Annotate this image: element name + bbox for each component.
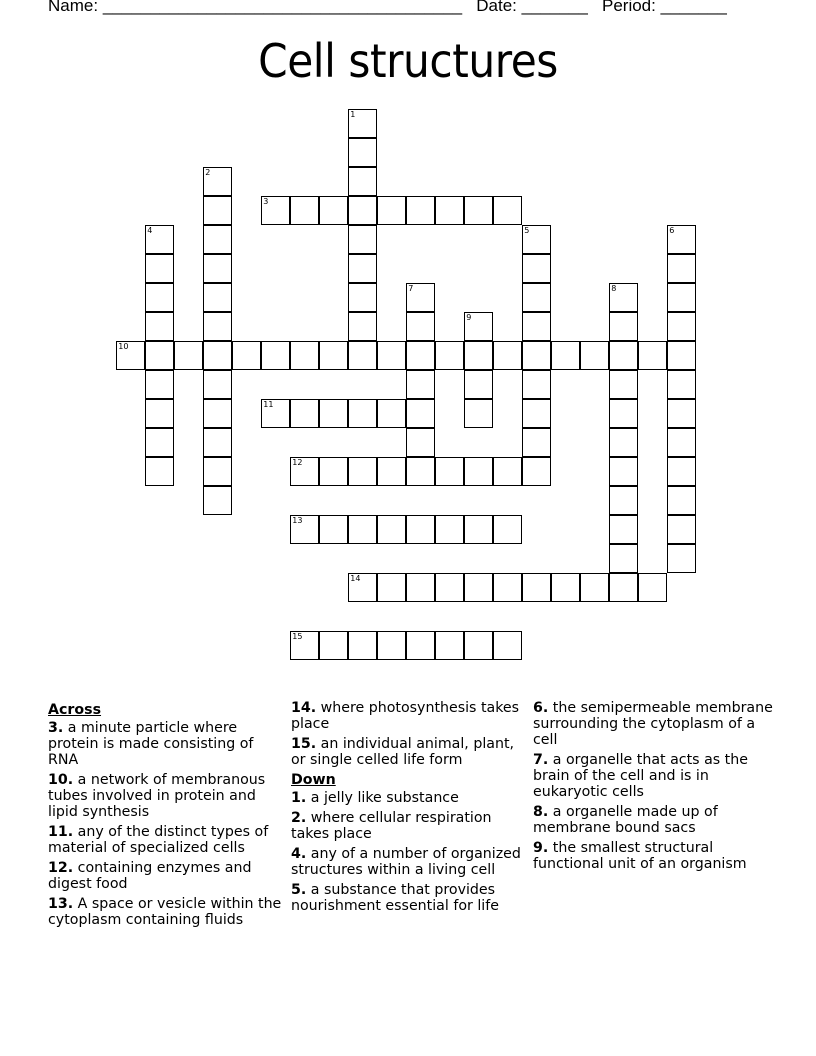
clue-number-label: 2 — [205, 168, 211, 178]
clue-across-13 — [48, 896, 284, 928]
clue-number-label: 4 — [147, 226, 153, 236]
crossword-cell[interactable] — [609, 486, 638, 515]
crossword-cell[interactable] — [435, 341, 464, 370]
crossword-cell[interactable] — [667, 312, 696, 341]
crossword-cell[interactable] — [406, 573, 435, 602]
crossword-cell[interactable] — [406, 457, 435, 486]
name-field[interactable]: ______________________________________ — [102, 0, 463, 15]
crossword-cell[interactable] — [319, 341, 348, 370]
crossword-cell[interactable] — [609, 428, 638, 457]
crossword-cell[interactable] — [261, 399, 290, 428]
crossword-cell[interactable] — [406, 312, 435, 341]
crossword-cell[interactable] — [377, 573, 406, 602]
clue-number: 11. — [48, 824, 74, 840]
crossword-cell[interactable] — [464, 196, 493, 225]
crossword-cell[interactable] — [232, 341, 261, 370]
crossword-cell[interactable] — [522, 370, 551, 399]
clue-text: an individual animal, plant, or single celled life form — [291, 736, 515, 768]
clue-number: 15. — [291, 736, 317, 752]
clue-text: the smallest structural functional unit of an organism — [533, 840, 747, 872]
crossword-cell[interactable] — [406, 283, 435, 312]
clue-number-label: 8 — [611, 284, 617, 294]
crossword-cell[interactable] — [522, 225, 551, 254]
crossword-cell[interactable] — [493, 573, 522, 602]
crossword-cell[interactable] — [261, 196, 290, 225]
clues-column-3 — [533, 700, 773, 876]
crossword-cell[interactable] — [522, 283, 551, 312]
crossword-cell[interactable] — [435, 631, 464, 660]
clue-across-10 — [48, 772, 284, 820]
crossword-cell[interactable] — [435, 515, 464, 544]
crossword-cell[interactable] — [667, 283, 696, 312]
down-heading: Down — [291, 772, 336, 788]
crossword-cell[interactable] — [638, 341, 667, 370]
crossword-cell[interactable] — [638, 573, 667, 602]
clue-number: 6. — [533, 700, 549, 716]
crossword-cell[interactable] — [551, 573, 580, 602]
clue-number: 9. — [533, 840, 549, 856]
crossword-cell[interactable] — [609, 573, 638, 602]
crossword-cell[interactable] — [609, 312, 638, 341]
clue-number-label: 14 — [350, 574, 361, 584]
date-field[interactable]: _______ — [521, 0, 588, 15]
crossword-cell[interactable] — [377, 631, 406, 660]
clue-number-label: 6 — [669, 226, 675, 236]
crossword-cell[interactable] — [203, 428, 232, 457]
crossword-cell[interactable] — [464, 573, 493, 602]
crossword-cell[interactable] — [522, 312, 551, 341]
crossword-cell[interactable] — [522, 399, 551, 428]
clue-down-8 — [533, 804, 773, 836]
crossword-cell[interactable] — [667, 341, 696, 370]
clue-text: a organelle that acts as the brain of the cell and is in eukaryotic cells — [533, 752, 748, 800]
clue-across-12 — [48, 860, 284, 892]
crossword-cell[interactable] — [203, 196, 232, 225]
crossword-cell[interactable] — [145, 399, 174, 428]
crossword-cell[interactable] — [348, 196, 377, 225]
crossword-cell[interactable] — [348, 109, 377, 138]
clue-text: containing enzymes and digest food — [48, 860, 252, 892]
across-heading: Across — [48, 702, 102, 718]
clue-number-label: 15 — [292, 632, 303, 642]
crossword-cell[interactable] — [203, 283, 232, 312]
clue-across-3 — [48, 720, 284, 768]
crossword-cell[interactable] — [348, 225, 377, 254]
clues-column-1 — [48, 700, 284, 932]
crossword-cell[interactable] — [203, 225, 232, 254]
crossword-cell[interactable] — [522, 428, 551, 457]
clue-number-label: 7 — [408, 284, 414, 294]
crossword-cell[interactable] — [406, 399, 435, 428]
crossword-cell[interactable] — [522, 254, 551, 283]
crossword-cell[interactable] — [609, 515, 638, 544]
name-label: Name: — [48, 0, 99, 15]
crossword-cell[interactable] — [203, 167, 232, 196]
clue-text: any of a number of organized structures within a living cell — [291, 846, 521, 878]
crossword-cell[interactable] — [145, 312, 174, 341]
crossword-cell[interactable] — [174, 341, 203, 370]
crossword-cell[interactable] — [377, 399, 406, 428]
clue-down-1 — [291, 790, 527, 806]
clue-text: where cellular respiration takes place — [291, 810, 492, 842]
crossword-cell[interactable] — [667, 515, 696, 544]
crossword-cell[interactable] — [406, 196, 435, 225]
crossword-cell[interactable] — [319, 457, 348, 486]
crossword-cell[interactable] — [464, 312, 493, 341]
clue-down-6 — [533, 700, 773, 748]
crossword-cell[interactable] — [667, 399, 696, 428]
crossword-cell[interactable] — [667, 254, 696, 283]
crossword-cell[interactable] — [464, 341, 493, 370]
clue-number-label: 5 — [524, 226, 530, 236]
clue-number-label: 3 — [263, 197, 269, 207]
crossword-cell[interactable] — [493, 515, 522, 544]
crossword-cell[interactable] — [290, 341, 319, 370]
period-field[interactable]: _______ — [660, 0, 727, 15]
clue-text: A space or vesicle within the cytoplasm containing fluids — [48, 896, 282, 928]
crossword-cell[interactable] — [609, 283, 638, 312]
crossword-cell[interactable] — [203, 486, 232, 515]
clue-text: a organelle made up of membrane bound sacs — [533, 804, 718, 836]
period-label: Period: — [602, 0, 656, 15]
crossword-cell[interactable] — [464, 631, 493, 660]
crossword-cell[interactable] — [406, 631, 435, 660]
crossword-cell[interactable] — [145, 370, 174, 399]
page-title: Cell structures — [258, 34, 558, 88]
clue-number: 13. — [48, 896, 74, 912]
crossword-cell[interactable] — [464, 370, 493, 399]
clue-down-7 — [533, 752, 773, 800]
crossword-cell[interactable] — [319, 631, 348, 660]
crossword-cell[interactable] — [406, 370, 435, 399]
clue-number-label: 9 — [466, 313, 472, 323]
clue-number-label: 10 — [118, 342, 129, 352]
crossword-cell[interactable] — [493, 457, 522, 486]
crossword-cell[interactable] — [522, 457, 551, 486]
crossword-cell[interactable] — [580, 573, 609, 602]
clue-down-5 — [291, 882, 527, 914]
crossword-cell[interactable] — [435, 573, 464, 602]
crossword-cell[interactable] — [348, 457, 377, 486]
crossword-cell[interactable] — [116, 341, 145, 370]
crossword-cell[interactable] — [435, 196, 464, 225]
crossword-cell[interactable] — [609, 457, 638, 486]
crossword-cell[interactable] — [145, 457, 174, 486]
crossword-cell[interactable] — [348, 167, 377, 196]
clue-number-label: 11 — [263, 400, 274, 410]
clue-number: 3. — [48, 720, 64, 736]
clue-number-label: 12 — [292, 458, 303, 468]
clue-down-2 — [291, 810, 527, 842]
crossword-cell[interactable] — [145, 225, 174, 254]
clue-across-14 — [291, 700, 527, 732]
crossword-cell[interactable] — [377, 196, 406, 225]
crossword-cell[interactable] — [203, 341, 232, 370]
crossword-cell[interactable] — [319, 196, 348, 225]
crossword-cell[interactable] — [493, 341, 522, 370]
crossword-cell[interactable] — [522, 573, 551, 602]
crossword-cell[interactable] — [377, 457, 406, 486]
crossword-cell[interactable] — [667, 457, 696, 486]
crossword-cell[interactable] — [348, 573, 377, 602]
crossword-cell[interactable] — [290, 399, 319, 428]
crossword-cell[interactable] — [203, 370, 232, 399]
crossword-cell[interactable] — [290, 196, 319, 225]
clue-number: 8. — [533, 804, 549, 820]
crossword-cell[interactable] — [145, 341, 174, 370]
crossword-cell[interactable] — [667, 544, 696, 573]
crossword-cell[interactable] — [145, 283, 174, 312]
clue-text: a jelly like substance — [310, 790, 459, 806]
crossword-cell[interactable] — [348, 283, 377, 312]
clue-text: where photosynthesis takes place — [291, 700, 520, 732]
crossword-cell[interactable] — [464, 399, 493, 428]
clue-number: 2. — [291, 810, 307, 826]
clue-number: 7. — [533, 752, 549, 768]
crossword-cell[interactable] — [667, 370, 696, 399]
crossword-cell[interactable] — [667, 428, 696, 457]
crossword-cell[interactable] — [435, 457, 464, 486]
crossword-cell[interactable] — [464, 457, 493, 486]
crossword-cell[interactable] — [609, 399, 638, 428]
clue-text: any of the distinct types of material of specialized cells — [48, 824, 269, 856]
clue-across-15 — [291, 736, 527, 768]
crossword-cell[interactable] — [348, 515, 377, 544]
crossword-cell[interactable] — [348, 399, 377, 428]
clue-number: 5. — [291, 882, 307, 898]
crossword-cell[interactable] — [348, 254, 377, 283]
crossword-cell[interactable] — [609, 370, 638, 399]
crossword-cell[interactable] — [667, 225, 696, 254]
crossword-cell[interactable] — [522, 341, 551, 370]
crossword-cell[interactable] — [377, 341, 406, 370]
crossword-cell[interactable] — [203, 457, 232, 486]
crossword-cell[interactable] — [319, 399, 348, 428]
crossword-cell[interactable] — [493, 196, 522, 225]
crossword-cell[interactable] — [203, 254, 232, 283]
clue-number: 12. — [48, 860, 74, 876]
crossword-cell[interactable] — [464, 515, 493, 544]
crossword-cell[interactable] — [319, 515, 348, 544]
clue-down-4 — [291, 846, 527, 878]
clue-text: a minute particle where protein is made consisting of RNA — [48, 720, 254, 768]
crossword-cell[interactable] — [290, 631, 319, 660]
crossword-cell[interactable] — [290, 457, 319, 486]
crossword-cell[interactable] — [377, 515, 406, 544]
clue-number: 4. — [291, 846, 307, 862]
crossword-cell[interactable] — [348, 138, 377, 167]
clue-number-label: 1 — [350, 110, 356, 120]
crossword-cell[interactable] — [348, 341, 377, 370]
clue-across-11 — [48, 824, 284, 856]
clue-number: 10. — [48, 772, 74, 788]
crossword-cell[interactable] — [609, 544, 638, 573]
crossword-cell[interactable] — [406, 341, 435, 370]
crossword-cell[interactable] — [551, 341, 580, 370]
clues-column-2 — [291, 700, 527, 918]
clue-number-label: 13 — [292, 516, 303, 526]
clue-down-9 — [533, 840, 773, 872]
clue-number: 14. — [291, 700, 317, 716]
crossword-cell[interactable] — [406, 428, 435, 457]
crossword-cell[interactable] — [348, 631, 377, 660]
crossword-cell[interactable] — [348, 312, 377, 341]
crossword-cell[interactable] — [203, 312, 232, 341]
crossword-cell[interactable] — [609, 341, 638, 370]
crossword-cell[interactable] — [145, 428, 174, 457]
crossword-cell[interactable] — [493, 631, 522, 660]
date-label: Date: — [476, 0, 517, 15]
crossword-cell[interactable] — [580, 341, 609, 370]
clue-number: 1. — [291, 790, 307, 806]
crossword-cell[interactable] — [261, 341, 290, 370]
crossword-cell[interactable] — [145, 254, 174, 283]
crossword-cell[interactable] — [290, 515, 319, 544]
clue-text: a network of membranous tubes involved in protein and lipid synthesis — [48, 772, 266, 820]
clue-text: a substance that provides nourishment essential for life — [291, 882, 499, 914]
clue-text: the semipermeable membrane surrounding the cytoplasm of a cell — [533, 700, 773, 748]
crossword-cell[interactable] — [406, 515, 435, 544]
crossword-cell[interactable] — [667, 486, 696, 515]
crossword-cell[interactable] — [203, 399, 232, 428]
